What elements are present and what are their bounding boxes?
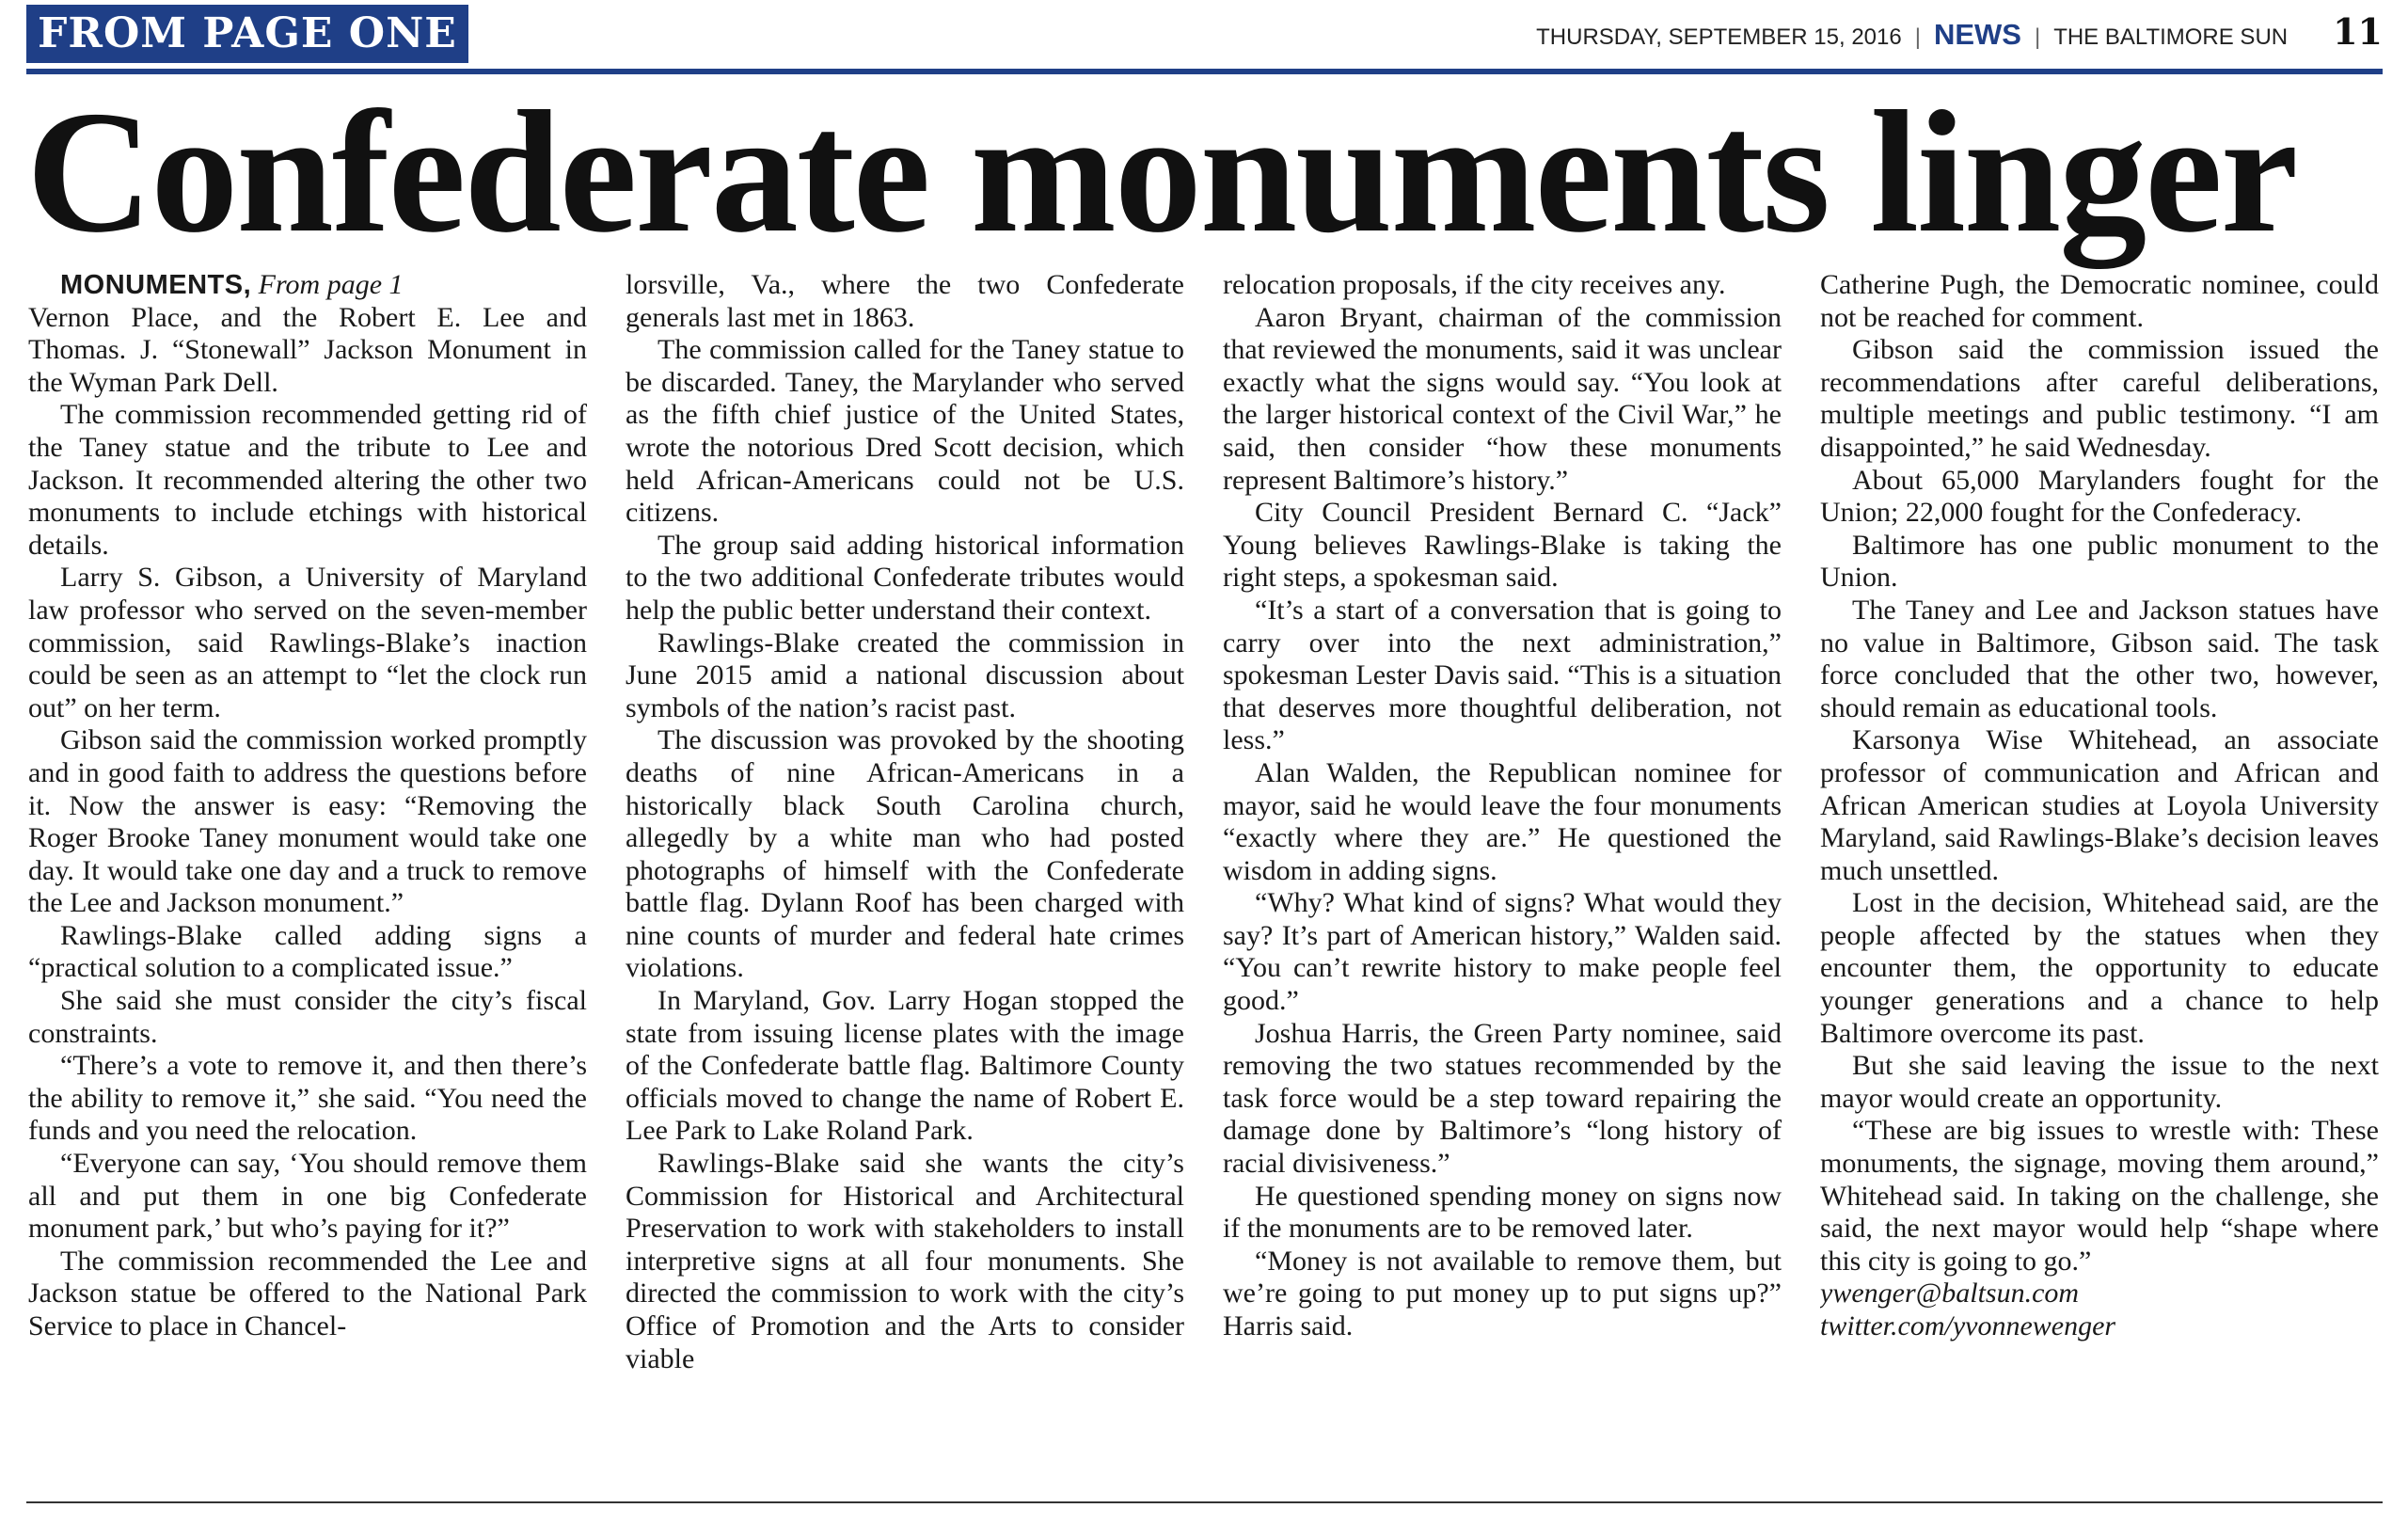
article-column-2 (626, 269, 1184, 1450)
paragraph: Baltimore has one public monument to the Union. (1820, 529, 2379, 594)
paragraph: lorsville, Va., where the two Confederate generals last met in 1863. (626, 269, 1184, 333)
paragraph: Joshua Harris, the Green Party nominee, said removing the two statues recommended by the task force would be a step toward repairing the damage done by Baltimore’s “long history of racial divisiveness.” (1223, 1017, 1782, 1180)
paragraph: “These are big issues to wrestle with: These monuments, the signage, moving them around,” Whitehead said. In taking on the challenge, she said, the next mayor would help “shape where this city is going to go.” (1820, 1115, 2379, 1277)
paragraph: Rawlings-Blake called adding signs a “practical solution to a complicated issue.” (28, 919, 587, 984)
paragraph: She said she must consider the city’s fiscal constraints. (28, 985, 587, 1049)
paragraph: Gibson said the commission worked promptly and in good faith to address the questions before it. Now the answer is easy: “Removing the Roger Brooke Taney monument would take one day. It would take one day and a truck to remove the Lee and Jackson monument.” (28, 724, 587, 919)
article-column-3 (1223, 269, 1782, 1450)
paragraph: Larry S. Gibson, a University of Maryland law professor who served on the seven-member commission, said Rawlings-Blake’s inaction could be seen as an attempt to “let the clock run out” on her term. (28, 562, 587, 723)
paragraph: He questioned spending money on signs now if the monuments are to be removed later. (1223, 1180, 1782, 1245)
article-column-4 (1820, 269, 2379, 1450)
paragraph: Aaron Bryant, chairman of the commission that reviewed the monuments, said it was unclear exactly what the signs would say. “You look at the larger historical context of the Civil War,” he said, then consider “how these monuments represent Baltimore’s history.” (1223, 301, 1782, 496)
paragraph: “It’s a start of a conversation that is going to carry over into the next administration,” spokesman Lester Davis said. “This is a situation that deserves more thoughtful deliberation, not less.” (1223, 594, 1782, 756)
jump-from: From page 1 (258, 269, 404, 300)
paragraph: The group said adding historical information to the two additional Confederate tributes would help the public better understand their context. (626, 529, 1184, 626)
separator: | (1914, 24, 1921, 50)
paragraph: But she said leaving the issue to the next mayor would create an opportunity. (1820, 1050, 2379, 1114)
separator: | (2034, 24, 2041, 50)
paragraph: Rawlings-Blake created the commission in June 2015 amid a national discussion about symbols of the nation’s racist past. (626, 627, 1184, 723)
page-number: 11 (2333, 10, 2383, 53)
author-email: ywenger@baltsun.com (1820, 1278, 2080, 1310)
paragraph: Catherine Pugh, the Democratic nominee, could not be reached for comment. (1820, 269, 2379, 333)
section-tab: FROM PAGE ONE (26, 5, 468, 63)
page-header-bar (26, 5, 2383, 74)
paragraph: The Taney and Lee and Jackson statues have no value in Baltimore, Gibson said. The task force concluded that the other two, however, should remain as educational tools. (1820, 594, 2379, 723)
paragraph: The commission recommended the Lee and Jackson statue be offered to the National Park Service to place in Chancel- (28, 1245, 587, 1341)
issue-date: THURSDAY, SEPTEMBER 15, 2016 (1536, 24, 1902, 50)
author-twitter: twitter.com/yvonnewenger (1820, 1310, 2116, 1341)
paragraph: relocation proposals, if the city receives any. (1223, 269, 1726, 300)
paragraph: “Everyone can say, ‘You should remove them all and put them in one big Confederate monument park,’ but who’s paying for it?” (28, 1148, 587, 1245)
paragraph: The commission recommended getting rid of the Taney statue and the tribute to Lee and Jackson. It recommended altering the other two monuments to include etchings with historical details. (28, 399, 587, 561)
paragraph: “Why? What kind of signs? What would they say? It’s part of American history,” Walden said. “You can’t rewrite history to make people feel good.” (1223, 887, 1782, 1017)
paragraph: Vernon Place, and the Robert E. Lee and Thomas. J. “Stonewall” Jackson Monument in the Wyman Park Dell. (28, 301, 587, 398)
jump-line (28, 269, 587, 302)
paragraph: City Council President Bernard C. “Jack” Young believes Rawlings-Blake is taking the right steps, a spokesman said. (1223, 497, 1782, 594)
paragraph: About 65,000 Marylanders fought for the Union; 22,000 fought for the Confederacy. (1820, 464, 2379, 529)
paragraph: The discussion was provoked by the shooting deaths of nine African-Americans in a historically black South Carolina church, allegedly by a white man who had posted photographs of himself with the Confederate battle flag. Dylann Roof has been charged with nine counts of murder and federal hate crimes violations. (626, 724, 1184, 984)
section-name: NEWS (1933, 18, 2021, 51)
article-column-1 (28, 269, 587, 1450)
dateline (1536, 10, 2383, 54)
paragraph: “Money is not available to remove them, but we’re going to put money up to put signs up?” Harris said. (1223, 1245, 1782, 1341)
paragraph: Alan Walden, the Republican nominee for mayor, said he would leave the four monuments “exactly where they are.” He questioned the wisdom in adding signs. (1223, 756, 1782, 886)
paragraph: Gibson said the commission issued the recommendations after careful deliberations, multiple meetings and public testimony. “I am disappointed,” he said Wednesday. (1820, 334, 2379, 463)
paragraph: The commission called for the Taney statue to be discarded. Taney, the Marylander who served as the fifth chief justice of the United States, wrote the notorious Dred Scott decision, which held African-Americans could not be U.S. citizens. (626, 334, 1184, 529)
headline: Confederate monuments linger (26, 75, 2297, 269)
paragraph: “There’s a vote to remove it, and then there’s the ability to remove it,” she said. “You need the funds and you need the relocation. (28, 1050, 587, 1147)
paragraph: Rawlings-Blake said she wants the city’s Commission for Historical and Architectural Preservation to work with stakeholders to install interpretive signs at all four monuments. She directed the commission to work with the city’s Office of Promotion and the Arts to consider viable (626, 1148, 1184, 1374)
paragraph: Karsonya Wise Whitehead, an associate professor of communication and African and African American studies at Loyola University Maryland, said Rawlings-Blake’s decision leaves much unsettled. (1820, 724, 2379, 886)
bottom-rule (26, 1501, 2383, 1503)
newspaper-name: THE BALTIMORE SUN (2053, 24, 2289, 50)
article-body (28, 269, 2380, 1450)
paragraph: Lost in the decision, Whitehead said, are the people affected by the statues when they encounter them, the opportunity to educate younger generations and a chance to help Baltimore overcome its past. (1820, 887, 2379, 1049)
paragraph: In Maryland, Gov. Larry Hogan stopped the state from issuing license plates with the image of the Confederate battle flag. Baltimore County officials moved to change the name of Robert E. Lee Park to Lake Roland Park. (626, 985, 1184, 1147)
jump-kicker: MONUMENTS, (60, 270, 252, 300)
